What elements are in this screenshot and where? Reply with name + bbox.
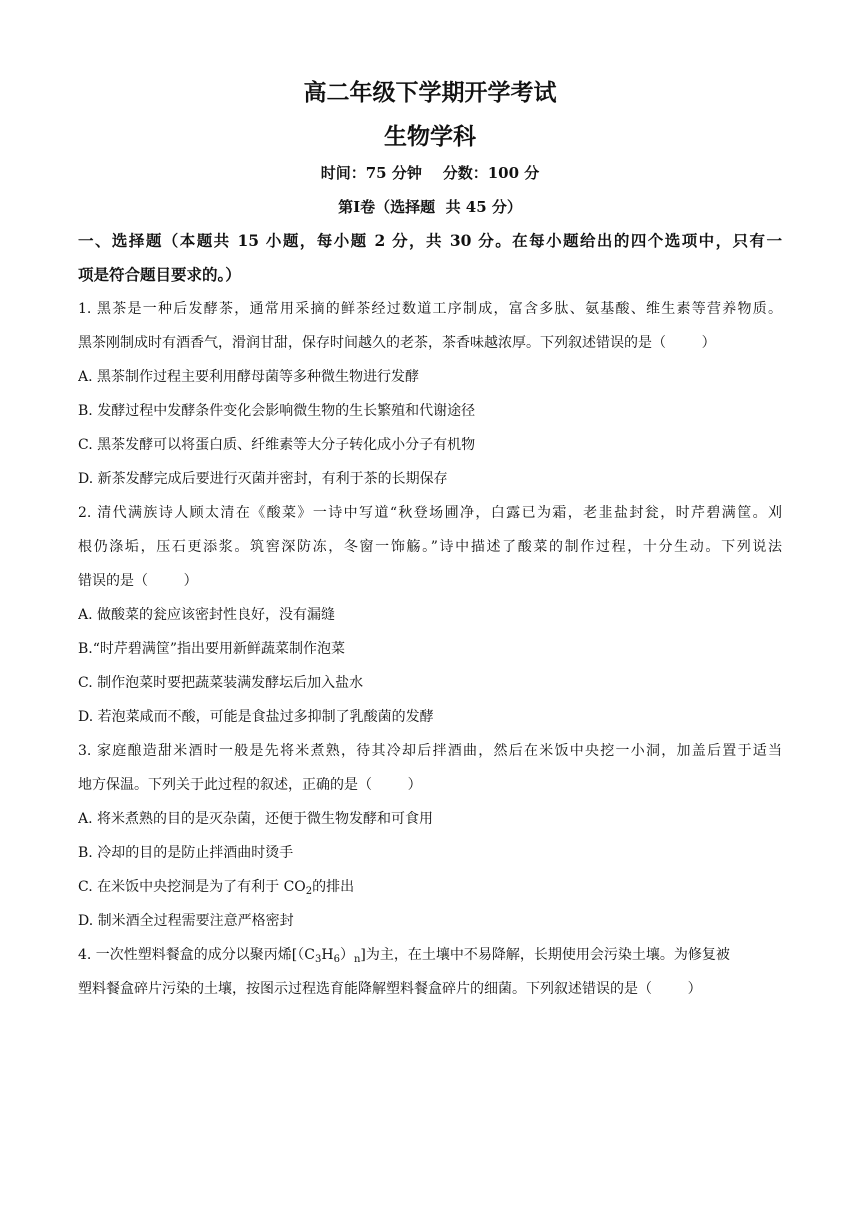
q3-option-b: B. 冷却的目的是防止拌酒曲时烫手 <box>78 845 294 861</box>
q1-stem-line2: 黑茶刚制成时有酒香气，滑润甘甜，保存时间越久的老茶，茶香味越浓厚。下列叙述错误的是（ ） <box>78 335 716 351</box>
section-heading <box>78 224 782 292</box>
q3-option-c-subscript: 2 <box>305 886 313 897</box>
section-heading-line2: 项是符合题目要求的。） <box>78 265 241 284</box>
q1-option-a: A. 黑茶制作过程主要利用酵母菌等多种微生物进行发酵 <box>78 369 420 385</box>
exam-subject: 生物学科 <box>384 123 476 150</box>
exam-volume-heading: 第Ⅰ卷（选择题 共 45 分） <box>338 198 522 216</box>
q4-formula-paren: ） <box>339 947 354 963</box>
q3-option-a: A. 将米煮熟的目的是灭杂菌，还便于微生物发酵和可食用 <box>78 811 434 827</box>
q2-stem-line1: 2. 清代满族诗人顾太清在《酸菜》一诗中写道“秋登场圃净，白露已为霜，老韭盐封瓮，时芹碧满筐。刈 <box>78 505 782 521</box>
q2-option-d: D. 若泡菜咸而不酸，可能是食盐过多抑制了乳酸菌的发酵 <box>78 709 434 725</box>
q3-stem-line1: 3. 家庭酿造甜米酒时一般是先将米煮熟，待其冷却后拌酒曲，然后在米饭中央挖一小洞，加盖后置于适当 <box>78 743 782 759</box>
q2-stem-line2: 根仍涤垢，压石更添浆。筑窖深防冻，冬窗一饰觞。”诗中描述了酸菜的制作过程，十分生动。下列说法 <box>78 539 782 555</box>
q1-option-d: D. 新茶发酵完成后要进行灭菌并密封，有利于茶的长期保存 <box>78 471 448 487</box>
question-3 <box>78 734 782 938</box>
q3-option-c-text: C. 在米饭中央挖洞是为了有利于 CO <box>78 879 306 895</box>
exam-title: 高二年级下学期开学考试 <box>303 79 557 106</box>
q4-formula-h: H <box>321 947 334 963</box>
q3-option-d: D. 制米酒全过程需要注意严格密封 <box>78 913 294 929</box>
q1-option-b: B. 发酵过程中发酵条件变化会影响微生物的生长繁殖和代谢途径 <box>78 403 476 419</box>
question-2 <box>78 496 782 734</box>
q3-option-c <box>78 870 782 904</box>
section-heading-line1: 一、选择题（本题共 15 小题，每小题 2 分，共 30 分。在每小题给出的四个选项中，只有一 <box>78 231 782 250</box>
q3-option-c-text-end: 的排出 <box>312 879 355 895</box>
q2-option-a: A. 做酸菜的瓮应该密封性良好，没有漏缝 <box>78 607 336 623</box>
q4-stem-line1 <box>78 938 782 972</box>
q2-option-b: B.“时芹碧满筐”指出要用新鲜蔬菜制作泡菜 <box>78 641 346 657</box>
q1-option-c: C. 黑茶发酵可以将蛋白质、纤维素等大分子转化成小分子有机物 <box>78 437 476 453</box>
q4-sub-6: 6 <box>333 954 340 965</box>
question-4 <box>78 938 782 1006</box>
q4-stem-text: 4. 一次性塑料餐盒的成分以聚丙烯[（C <box>78 947 315 963</box>
question-1 <box>78 292 782 496</box>
q3-stem-line2: 地方保温。下列关于此过程的叙述，正确的是（ ） <box>78 777 422 793</box>
q4-stem-line2: 塑料餐盒碎片污染的土壤，按图示过程选育能降解塑料餐盒碎片的细菌。下列叙述错误的是（ ） <box>78 981 702 997</box>
q4-stem-text-end: ]为主，在土壤中不易降解，长期使用会污染土壤。为修复被 <box>360 947 730 963</box>
exam-time-score: 时间：75 分钟 分数：100 分 <box>320 164 540 182</box>
q2-stem-line3: 错误的是（ ） <box>78 573 198 589</box>
q4-sub-n: n <box>353 954 361 965</box>
q1-stem-line1: 1. 黑茶是一种后发酵茶，通常用采摘的鲜茶经过数道工序制成，富含多肽、氨基酸、维生素等营养物质。 <box>78 301 782 317</box>
q4-sub-3: 3 <box>314 954 322 965</box>
q2-option-c: C. 制作泡菜时要把蔬菜装满发酵坛后加入盐水 <box>78 675 364 691</box>
